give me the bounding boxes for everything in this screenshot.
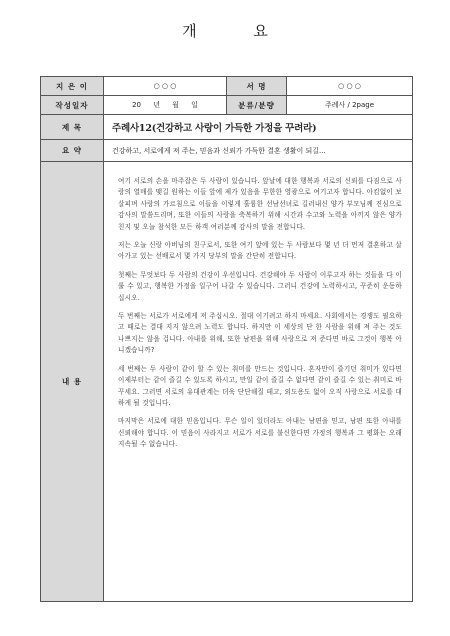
content-paragraph: 저는 오늘 신랑 아버님의 친구로서, 또한 여기 앞에 있는 두 사람보다 몇 년 더 먼저 결혼하고 살아가고 있는 선배로서 몇 가지 당부의 말을 간단히 전합니다. — [118, 241, 402, 261]
signature-label: 서 명 — [227, 77, 287, 96]
date-value: 20 년 월 일 — [104, 96, 227, 115]
signature-value: ○ ○ ○ — [287, 77, 413, 96]
author-label: 지 은 이 — [41, 77, 104, 96]
subject-value: 주례사12(건강하고 사랑이 가득한 가정을 꾸려라) — [104, 115, 413, 140]
author-value: ○ ○ ○ — [104, 77, 227, 96]
date-label: 작성일자 — [41, 96, 104, 115]
summary-label: 요 약 — [41, 140, 104, 162]
content-paragraph: 마지막은 서로에 대한 믿음입니다. 무슨 일이 있더라도 아내는 남편을 믿고, 남편 또한 아내를 신뢰해야 합니다. 이 믿음이 사라지고 서로가 서로를 불신한다면 가정의 행복과 그 평화는 오래 지속될 수 없습니다. — [118, 417, 402, 449]
content-paragraph: 세 번째는 두 사람이 같이 할 수 있는 취미를 만드는 것입니다. 혼자만이 즐기던 취미가 있다면 이제부터는 같이 즐길 수 있도록 하시고, 만일 같이 즐길 수 없다면 같이 즐길 수 있는 취미로 바꾸세요. 그러면 서로의 유대관계는 더욱 단단해질 테고, 외도용도 없이 오직 사랑으로 서로를 대하게 될 것입니다. — [118, 364, 402, 407]
content-paragraph: 첫째는 무엇보다 두 사람의 건강이 우선입니다. 건강해야 두 사람이 이루고자 하는 것들을 다 이룰 수 있고, 행복한 가정을 일구어 나갈 수 있습니다. 그러니 건강에 노력하시고, 꾸준히 운동하십시오. — [118, 270, 402, 302]
content-paragraph: 여기 서로의 손을 마주잡은 두 사람이 있습니다. 앞날에 대한 행복과 서로의 신뢰를 다짐으로 사랑의 열매를 맺길 원하는 이들 앞에 제가 있음을 무한한 영광으로 여기고자 합니다. 아킴없이 보살피며 사랑의 가르침으로 이들을 이렇게 훌륭한 선남선녀로 길러내신 양가 부모님께 진심으로 감사의 말씀드리며, 또한 이들의 사랑을 축복하기 위해 시간과 수고와 노력을 아끼지 않은 양가 친지 및 오늘 참석한 모든 하객 여러분께 감사의 말을 전합니다. — [118, 177, 402, 231]
content-label: 내 용 — [41, 162, 104, 602]
category-label: 분류/분량 — [227, 96, 287, 115]
category-value: 주례사 / 2page — [287, 96, 413, 115]
content-paragraph: 두 번째는 서로가 서로에게 져 주십시오. 절대 이기려고 하지 마세요. 사회에서는 경쟁도 필요하고 때로는 결대 지지 않으려 노력도 합니다. 하지만 이 세상의 단 한 사람을 위해 져 주는 것도 나쁘지는 않을 겁니다. 아내를 위해, 또한 남편을 위해 사랑으로 져 준다면 바로 그것이 행복 아니겠습니까? — [118, 312, 402, 355]
subject-label: 제 목 — [41, 115, 104, 140]
document-title: 개 요 — [182, 22, 294, 40]
summary-value: 건강하고, 서로에게 져 주는, 믿음과 신뢰가 가득한 결혼 생활이 되길... — [104, 140, 413, 162]
content-body — [104, 162, 413, 602]
overview-form — [40, 76, 413, 602]
